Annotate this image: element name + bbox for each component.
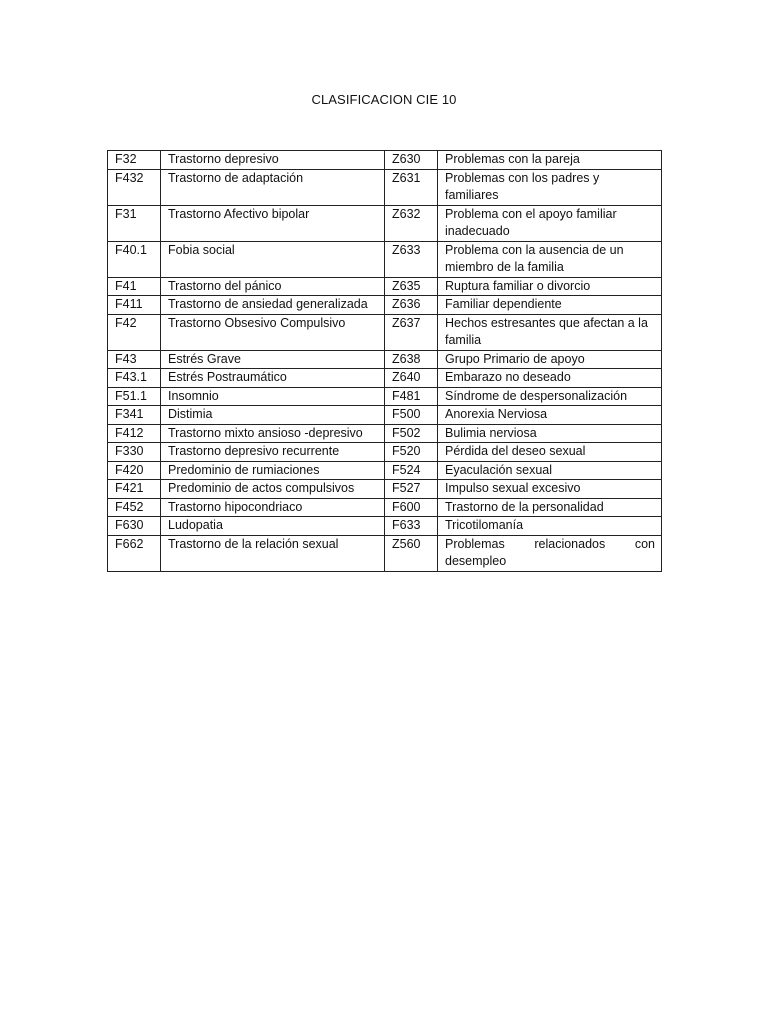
- code-cell: F330: [108, 443, 161, 462]
- description-cell: Tricotilomanía: [438, 517, 662, 536]
- code-cell: F630: [108, 517, 161, 536]
- code-cell: F31: [108, 205, 161, 241]
- document-title: CLASIFICACION CIE 10: [311, 92, 457, 107]
- table-row: [108, 535, 662, 571]
- table-row: [108, 205, 662, 241]
- table-row: [108, 406, 662, 425]
- table-row: [108, 169, 662, 205]
- code-cell: F452: [108, 498, 161, 517]
- description-cell: Problema con el apoyo familiar inadecuado: [438, 205, 662, 241]
- description-cell: Hechos estresantes que afectan a la familia: [438, 314, 662, 350]
- code-cell: F341: [108, 406, 161, 425]
- description-cell: Problemas con los padres y familiares: [438, 169, 662, 205]
- code-cell: F43: [108, 350, 161, 369]
- table-row: [108, 498, 662, 517]
- description-cell: Trastorno depresivo recurrente: [161, 443, 385, 462]
- description-cell: Estrés Postraumático: [161, 369, 385, 388]
- table-row: [108, 314, 662, 350]
- table-row: [108, 424, 662, 443]
- table-row: [108, 350, 662, 369]
- description-cell: Fobia social: [161, 241, 385, 277]
- code-cell: Z640: [385, 369, 438, 388]
- description-cell: Predominio de rumiaciones: [161, 461, 385, 480]
- description-cell: Predominio de actos compulsivos: [161, 480, 385, 499]
- description-cell: Trastorno de la personalidad: [438, 498, 662, 517]
- code-cell: Z631: [385, 169, 438, 205]
- code-cell: F32: [108, 151, 161, 170]
- description-cell: Eyaculación sexual: [438, 461, 662, 480]
- code-cell: F420: [108, 461, 161, 480]
- code-cell: Z638: [385, 350, 438, 369]
- description-cell: Trastorno mixto ansioso -depresivo: [161, 424, 385, 443]
- code-cell: Z560: [385, 535, 438, 571]
- code-cell: Z636: [385, 296, 438, 315]
- description-cell: Ruptura familiar o divorcio: [438, 277, 662, 296]
- description-cell: Trastorno de adaptación: [161, 169, 385, 205]
- description-cell: Trastorno de ansiedad generalizada: [161, 296, 385, 315]
- cie10-table-body: [108, 151, 662, 572]
- code-cell: F42: [108, 314, 161, 350]
- description-cell: Estrés Grave: [161, 350, 385, 369]
- description-cell: Familiar dependiente: [438, 296, 662, 315]
- description-cell: Pérdida del deseo sexual: [438, 443, 662, 462]
- table-row: [108, 151, 662, 170]
- description-cell: Embarazo no deseado: [438, 369, 662, 388]
- table-row: [108, 369, 662, 388]
- code-cell: Z637: [385, 314, 438, 350]
- code-cell: F662: [108, 535, 161, 571]
- description-cell: Problemas con la pareja: [438, 151, 662, 170]
- code-cell: F40.1: [108, 241, 161, 277]
- table-row: [108, 387, 662, 406]
- code-cell: F432: [108, 169, 161, 205]
- table-row: [108, 443, 662, 462]
- code-cell: F412: [108, 424, 161, 443]
- code-cell: F600: [385, 498, 438, 517]
- code-cell: F633: [385, 517, 438, 536]
- code-cell: F411: [108, 296, 161, 315]
- table-row: [108, 296, 662, 315]
- description-cell: Síndrome de despersonalización: [438, 387, 662, 406]
- description-cell: Insomnio: [161, 387, 385, 406]
- code-cell: Z630: [385, 151, 438, 170]
- code-cell: F421: [108, 480, 161, 499]
- description-cell: Ludopatia: [161, 517, 385, 536]
- description-cell: Grupo Primario de apoyo: [438, 350, 662, 369]
- code-cell: Z635: [385, 277, 438, 296]
- table-row: [108, 241, 662, 277]
- description-cell: Trastorno de la relación sexual: [161, 535, 385, 571]
- table-row: [108, 480, 662, 499]
- code-cell: F43.1: [108, 369, 161, 388]
- description-cell: Anorexia Nerviosa: [438, 406, 662, 425]
- code-cell: Z633: [385, 241, 438, 277]
- code-cell: F502: [385, 424, 438, 443]
- code-cell: F520: [385, 443, 438, 462]
- description-cell: Trastorno Obsesivo Compulsivo: [161, 314, 385, 350]
- description-cell: Trastorno hipocondriaco: [161, 498, 385, 517]
- description-cell: Problema con la ausencia de un miembro de la familia: [438, 241, 662, 277]
- table-row: [108, 517, 662, 536]
- description-cell: Distimia: [161, 406, 385, 425]
- code-cell: F51.1: [108, 387, 161, 406]
- description-cell: Bulimia nerviosa: [438, 424, 662, 443]
- code-cell: Z632: [385, 205, 438, 241]
- description-cell: Problemas relacionados con desempleo: [438, 535, 662, 571]
- code-cell: F481: [385, 387, 438, 406]
- description-cell: Trastorno depresivo: [161, 151, 385, 170]
- code-cell: F524: [385, 461, 438, 480]
- cie10-table: [107, 150, 662, 572]
- table-row: [108, 461, 662, 480]
- code-cell: F527: [385, 480, 438, 499]
- table-row: [108, 277, 662, 296]
- description-cell: Impulso sexual excesivo: [438, 480, 662, 499]
- code-cell: F41: [108, 277, 161, 296]
- code-cell: F500: [385, 406, 438, 425]
- description-cell: Trastorno Afectivo bipolar: [161, 205, 385, 241]
- description-cell: Trastorno del pánico: [161, 277, 385, 296]
